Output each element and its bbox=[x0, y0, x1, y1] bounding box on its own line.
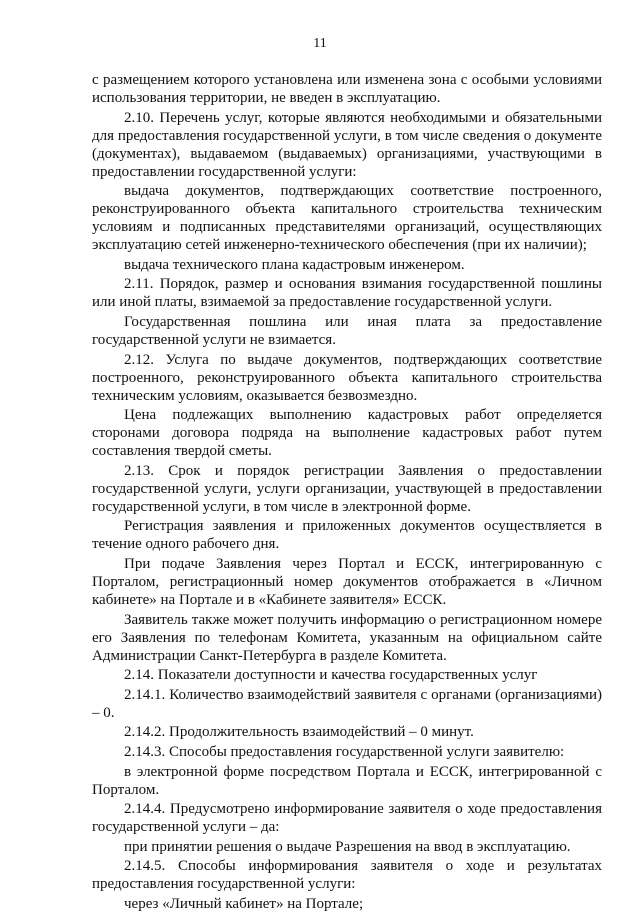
paragraph: в электронной форме посредством Портала и ЕССК, интегрированной с Порталом. bbox=[92, 763, 602, 798]
paragraph: Заявитель также может получить информацию о регистрационном номере его Заявления по телефонам Комитета, указанным на официальном сайте Администрации Санкт-Петербурга в разделе Комитета. bbox=[92, 611, 602, 664]
paragraph: при принятии решения о выдаче Разрешения на ввод в эксплуатацию. bbox=[124, 838, 571, 855]
document-body bbox=[92, 71, 602, 914]
paragraph: 2.11. Порядок, размер и основания взимания государственной пошлины или иной платы, взимаемой за предоставление государственной услуги. bbox=[92, 276, 602, 311]
paragraph: через «Личный кабинет» на Портале; bbox=[124, 895, 364, 912]
paragraph: выдача документов, подтверждающих соответствие построенного, реконструированного объекта капитального строительства техническим условиям и подписанных представителями организаций, осуществляющих эксплуатацию сетей инженерно-технического обеспечения (при их наличии); bbox=[92, 183, 602, 254]
paragraph: 2.14.1. Количество взаимодействий заявителя с органами (организациями) – 0. bbox=[92, 686, 602, 721]
paragraph: выдача технического плана кадастровым инженером. bbox=[124, 256, 465, 273]
paragraph: 2.14.5. Способы информирования заявителя о ходе и результатах предоставления государственной услуги: bbox=[92, 858, 602, 893]
paragraph: 2.14.2. Продолжительность взаимодействий – 0 минут. bbox=[124, 724, 474, 741]
paragraph: 2.13. Срок и порядок регистрации Заявления о предоставлении государственной услуги, услуги организации, участвующей в предоставлении государственной услуги, в том числе в электронной форме. bbox=[92, 462, 602, 515]
paragraph: с размещением которого установлена или изменена зона с особыми условиями использования территории, не введен в эксплуатацию. bbox=[92, 72, 602, 106]
paragraph: 2.10. Перечень услуг, которые являются необходимыми и обязательными для предоставления государственной услуги, в том числе сведения о документе (документах), выдаваемом (выдаваемых) организациями, участвующими в предоставлении государственной услуги: bbox=[92, 109, 602, 180]
paragraph: 2.14.4. Предусмотрено информирование заявителя о ходе предоставления государственной услуги – да: bbox=[92, 801, 602, 836]
paragraph: 2.14. Показатели доступности и качества государственных услуг bbox=[124, 667, 538, 684]
paragraph: 2.12. Услуга по выдаче документов, подтверждающих соответствие построенного, реконструированного объекта капитального строительства техническим условиям, оказывается безвозмездно. bbox=[92, 351, 602, 404]
paragraph: Государственная пошлина или иная плата за предоставление государственной услуги не взимается. bbox=[92, 313, 602, 348]
page-number: 11 bbox=[313, 36, 327, 51]
paragraph: Цена подлежащих выполнению кадастровых работ определяется сторонами договора подряда на выполнение кадастровых работ путем составления твердой сметы. bbox=[92, 407, 602, 460]
paragraph: Регистрация заявления и приложенных документов осуществляется в течение одного рабочего дня. bbox=[92, 518, 602, 553]
paragraph: При подаче Заявления через Портал и ЕССК, интегрированную с Порталом, регистрационный номер документов отображается в «Личном кабинете» на Портале и в «Кабинете заявителя» ЕССК. bbox=[92, 555, 602, 608]
paragraph: 2.14.3. Способы предоставления государственной услуги заявителю: bbox=[124, 743, 565, 760]
